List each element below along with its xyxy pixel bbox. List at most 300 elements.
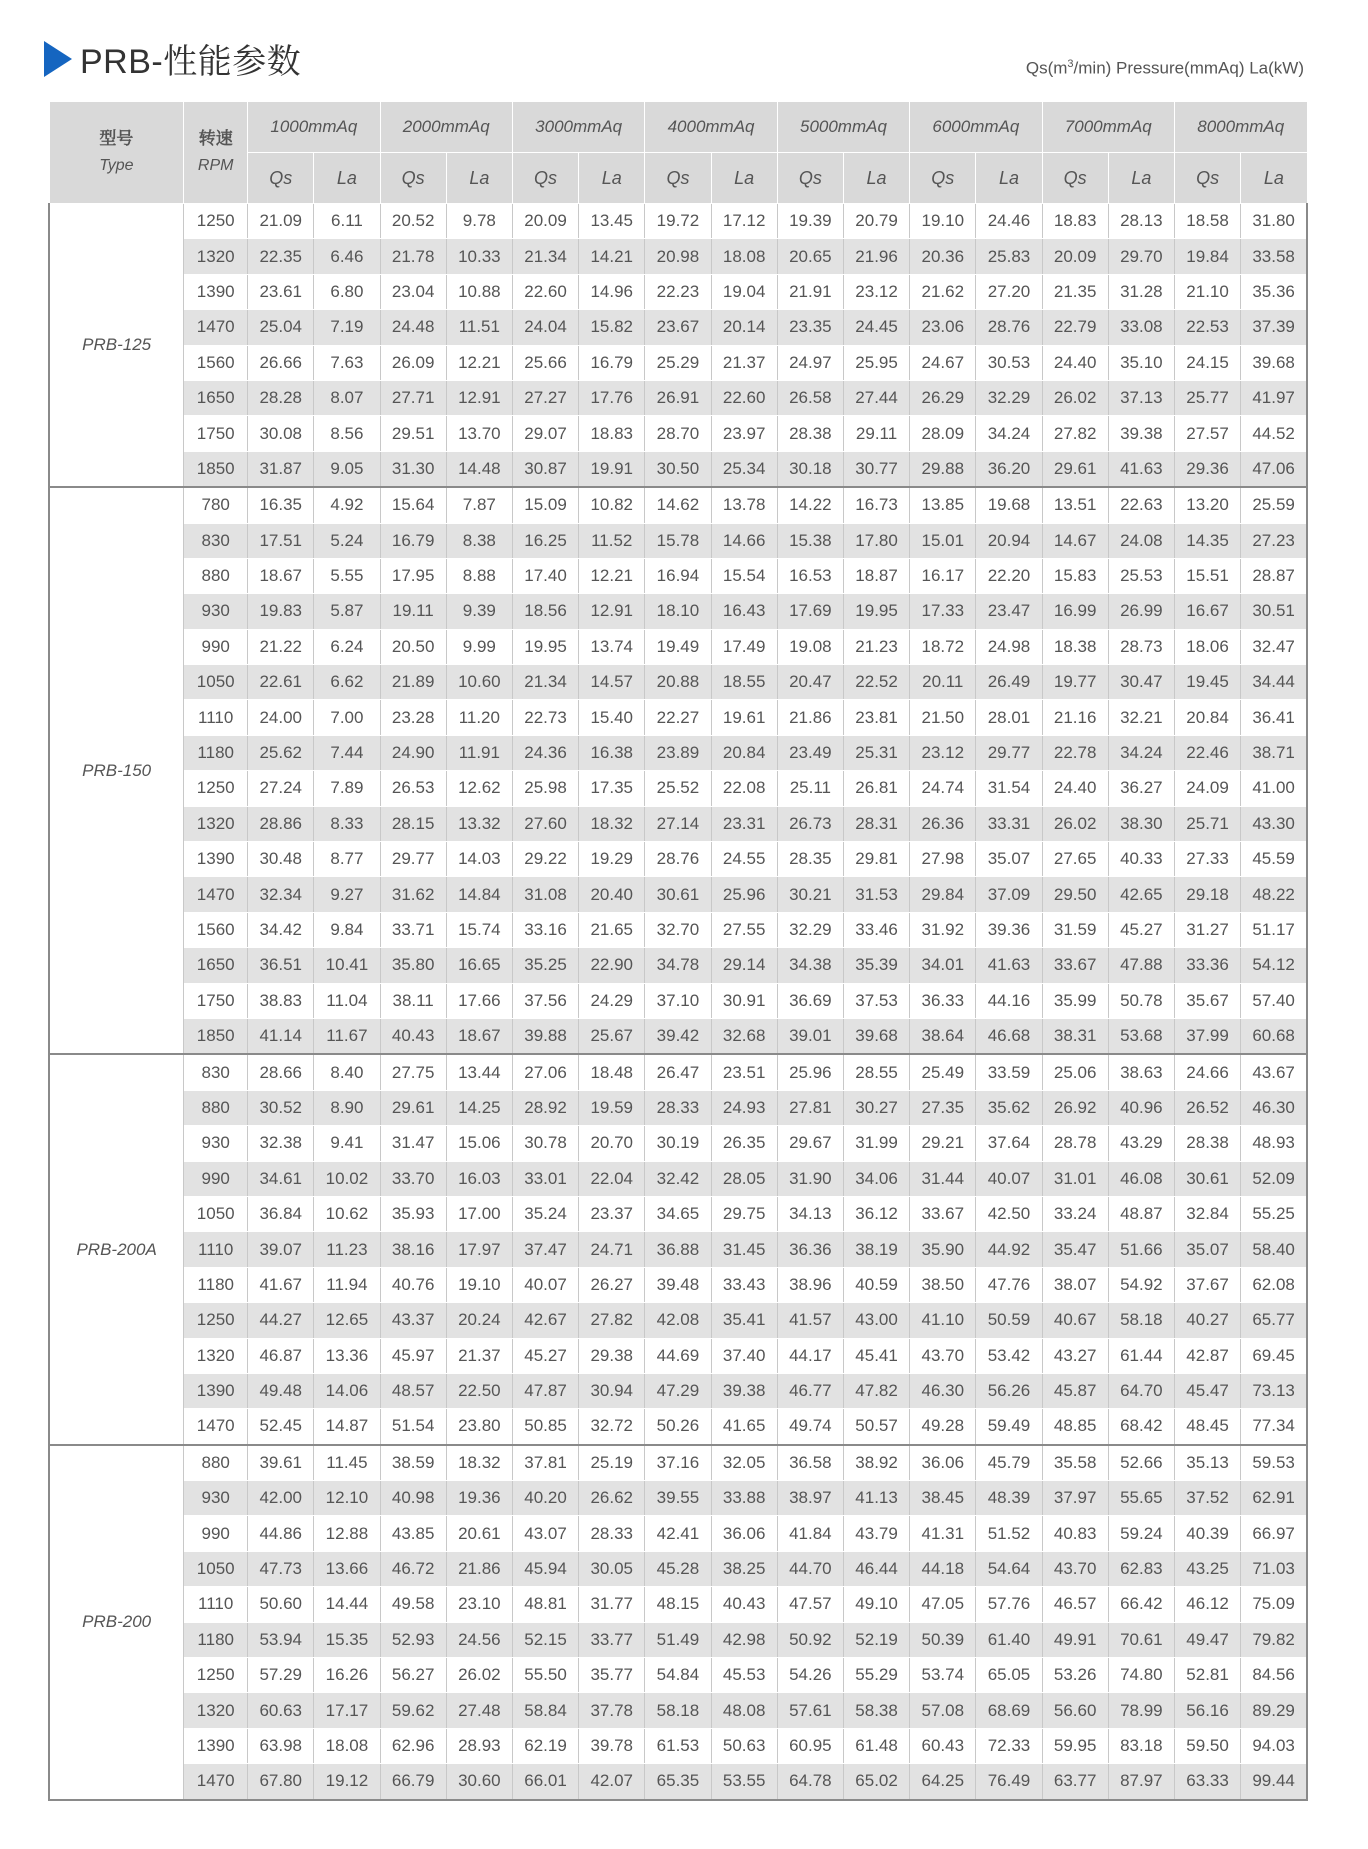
value-cell: 24.15 (1174, 345, 1240, 380)
value-cell: 26.02 (1042, 806, 1108, 841)
value-cell: 22.23 (645, 274, 711, 309)
value-cell: 35.62 (976, 1090, 1042, 1125)
value-cell: 36.12 (843, 1196, 909, 1231)
value-cell: 25.29 (645, 345, 711, 380)
rpm-cell: 880 (184, 1090, 248, 1125)
value-cell: 17.51 (248, 523, 314, 558)
value-cell: 23.97 (711, 416, 777, 451)
value-cell: 49.74 (777, 1409, 843, 1445)
value-cell: 21.78 (380, 239, 446, 274)
model-cell: PRB-150 (49, 487, 184, 1054)
value-cell: 27.27 (512, 380, 578, 415)
value-cell: 32.29 (976, 380, 1042, 415)
value-cell: 30.87 (512, 451, 578, 487)
value-cell: 20.70 (579, 1126, 645, 1161)
value-cell: 4.92 (314, 487, 380, 523)
value-cell: 61.53 (645, 1728, 711, 1763)
value-cell: 28.66 (248, 1054, 314, 1090)
value-cell: 28.76 (976, 310, 1042, 345)
value-cell: 25.71 (1174, 806, 1240, 841)
value-cell: 20.84 (1174, 700, 1240, 735)
value-cell: 20.61 (446, 1516, 512, 1551)
value-cell: 33.24 (1042, 1196, 1108, 1231)
value-cell: 55.50 (512, 1658, 578, 1693)
value-cell: 19.95 (843, 594, 909, 629)
value-cell: 39.42 (645, 1018, 711, 1054)
value-cell: 29.77 (976, 735, 1042, 770)
value-cell: 22.61 (248, 665, 314, 700)
value-cell: 56.16 (1174, 1693, 1240, 1728)
value-cell: 28.28 (248, 380, 314, 415)
value-cell: 48.45 (1174, 1409, 1240, 1445)
value-cell: 16.53 (777, 558, 843, 593)
value-cell: 34.44 (1241, 665, 1307, 700)
value-cell: 9.84 (314, 912, 380, 947)
value-cell: 25.67 (579, 1018, 645, 1054)
value-cell: 68.42 (1108, 1409, 1174, 1445)
value-cell: 35.24 (512, 1196, 578, 1231)
value-cell: 33.59 (976, 1054, 1042, 1090)
rpm-cell: 830 (184, 1054, 248, 1090)
value-cell: 89.29 (1241, 1693, 1307, 1728)
value-cell: 28.01 (976, 700, 1042, 735)
value-cell: 36.36 (777, 1232, 843, 1267)
value-cell: 38.92 (843, 1445, 909, 1481)
value-cell: 54.84 (645, 1658, 711, 1693)
header-pressure: 1000mmAq (248, 102, 380, 153)
value-cell: 62.08 (1241, 1267, 1307, 1302)
value-cell: 47.05 (910, 1587, 976, 1622)
value-cell: 29.18 (1174, 877, 1240, 912)
value-cell: 33.70 (380, 1161, 446, 1196)
value-cell: 24.74 (910, 771, 976, 806)
value-cell: 66.01 (512, 1764, 578, 1800)
value-cell: 46.57 (1042, 1587, 1108, 1622)
value-cell: 27.06 (512, 1054, 578, 1090)
value-cell: 38.63 (1108, 1054, 1174, 1090)
rpm-cell: 1320 (184, 239, 248, 274)
table-row (49, 274, 1307, 309)
value-cell: 31.08 (512, 877, 578, 912)
value-cell: 49.47 (1174, 1622, 1240, 1657)
value-cell: 36.33 (910, 983, 976, 1018)
rpm-cell: 930 (184, 1126, 248, 1161)
value-cell: 30.77 (843, 451, 909, 487)
header-qs: Qs (380, 153, 446, 204)
table-row (49, 1232, 1307, 1267)
value-cell: 46.68 (976, 1018, 1042, 1054)
value-cell: 23.49 (777, 735, 843, 770)
value-cell: 77.34 (1241, 1409, 1307, 1445)
header-pressure: 8000mmAq (1174, 102, 1307, 153)
table-row (49, 735, 1307, 770)
value-cell: 34.24 (1108, 735, 1174, 770)
value-cell: 25.95 (843, 345, 909, 380)
value-cell: 40.43 (380, 1018, 446, 1054)
value-cell: 29.38 (579, 1338, 645, 1373)
value-cell: 13.20 (1174, 487, 1240, 523)
value-cell: 15.74 (446, 912, 512, 947)
value-cell: 7.00 (314, 700, 380, 735)
value-cell: 38.45 (910, 1481, 976, 1516)
value-cell: 38.19 (843, 1232, 909, 1267)
value-cell: 16.25 (512, 523, 578, 558)
value-cell: 24.97 (777, 345, 843, 380)
value-cell: 29.70 (1108, 239, 1174, 274)
value-cell: 52.66 (1108, 1445, 1174, 1481)
value-cell: 14.66 (711, 523, 777, 558)
value-cell: 8.90 (314, 1090, 380, 1125)
value-cell: 9.27 (314, 877, 380, 912)
table-row (49, 1409, 1307, 1445)
value-cell: 6.80 (314, 274, 380, 309)
value-cell: 29.36 (1174, 451, 1240, 487)
value-cell: 19.10 (910, 204, 976, 239)
value-cell: 22.04 (579, 1161, 645, 1196)
value-cell: 37.16 (645, 1445, 711, 1481)
rpm-cell: 1110 (184, 700, 248, 735)
value-cell: 39.88 (512, 1018, 578, 1054)
value-cell: 58.18 (1108, 1303, 1174, 1338)
value-cell: 26.62 (579, 1481, 645, 1516)
value-cell: 32.21 (1108, 700, 1174, 735)
table-row (49, 380, 1307, 415)
value-cell: 13.66 (314, 1551, 380, 1586)
rpm-cell: 1750 (184, 416, 248, 451)
header-model (49, 102, 184, 204)
value-cell: 24.04 (512, 310, 578, 345)
value-cell: 57.76 (976, 1587, 1042, 1622)
value-cell: 39.61 (248, 1445, 314, 1481)
value-cell: 25.77 (1174, 380, 1240, 415)
value-cell: 16.43 (711, 594, 777, 629)
table-row (49, 1445, 1307, 1481)
value-cell: 30.61 (645, 877, 711, 912)
value-cell: 31.01 (1042, 1161, 1108, 1196)
value-cell: 37.52 (1174, 1481, 1240, 1516)
rpm-cell: 1390 (184, 1728, 248, 1763)
value-cell: 27.24 (248, 771, 314, 806)
value-cell: 62.91 (1241, 1481, 1307, 1516)
value-cell: 60.43 (910, 1728, 976, 1763)
rpm-cell: 1470 (184, 1409, 248, 1445)
value-cell: 62.83 (1108, 1551, 1174, 1586)
value-cell: 41.13 (843, 1481, 909, 1516)
value-cell: 22.60 (512, 274, 578, 309)
value-cell: 25.66 (512, 345, 578, 380)
value-cell: 20.47 (777, 665, 843, 700)
value-cell: 19.83 (248, 594, 314, 629)
value-cell: 69.45 (1241, 1338, 1307, 1373)
value-cell: 8.40 (314, 1054, 380, 1090)
value-cell: 23.37 (579, 1196, 645, 1231)
value-cell: 43.29 (1108, 1126, 1174, 1161)
value-cell: 6.11 (314, 204, 380, 239)
value-cell: 21.86 (446, 1551, 512, 1586)
rpm-cell: 830 (184, 523, 248, 558)
table-row (49, 1622, 1307, 1657)
value-cell: 11.91 (446, 735, 512, 770)
rpm-cell: 1470 (184, 877, 248, 912)
value-cell: 24.67 (910, 345, 976, 380)
value-cell: 43.27 (1042, 1338, 1108, 1373)
value-cell: 27.81 (777, 1090, 843, 1125)
value-cell: 25.53 (1108, 558, 1174, 593)
value-cell: 16.17 (910, 558, 976, 593)
value-cell: 15.40 (579, 700, 645, 735)
value-cell: 48.22 (1241, 877, 1307, 912)
value-cell: 36.41 (1241, 700, 1307, 735)
rpm-cell: 1650 (184, 948, 248, 983)
header-la: La (843, 153, 909, 204)
value-cell: 33.71 (380, 912, 446, 947)
rpm-cell: 1250 (184, 1303, 248, 1338)
table-row (49, 1054, 1307, 1090)
value-cell: 33.67 (1042, 948, 1108, 983)
value-cell: 28.92 (512, 1090, 578, 1125)
value-cell: 24.40 (1042, 771, 1108, 806)
value-cell: 32.70 (645, 912, 711, 947)
value-cell: 23.61 (248, 274, 314, 309)
value-cell: 33.01 (512, 1161, 578, 1196)
value-cell: 24.56 (446, 1622, 512, 1657)
value-cell: 24.48 (380, 310, 446, 345)
value-cell: 32.72 (579, 1409, 645, 1445)
value-cell: 35.67 (1174, 983, 1240, 1018)
rpm-cell: 1250 (184, 204, 248, 239)
value-cell: 30.91 (711, 983, 777, 1018)
value-cell: 31.47 (380, 1126, 446, 1161)
value-cell: 35.25 (512, 948, 578, 983)
header-la: La (1241, 153, 1307, 204)
value-cell: 53.26 (1042, 1658, 1108, 1693)
value-cell: 36.27 (1108, 771, 1174, 806)
value-cell: 52.19 (843, 1622, 909, 1657)
value-cell: 45.41 (843, 1338, 909, 1373)
value-cell: 16.26 (314, 1658, 380, 1693)
value-cell: 18.55 (711, 665, 777, 700)
value-cell: 38.11 (380, 983, 446, 1018)
value-cell: 64.78 (777, 1764, 843, 1800)
value-cell: 49.48 (248, 1373, 314, 1408)
value-cell: 48.81 (512, 1587, 578, 1622)
value-cell: 18.83 (579, 416, 645, 451)
units-legend (1026, 58, 1304, 79)
value-cell: 34.13 (777, 1196, 843, 1231)
value-cell: 67.80 (248, 1764, 314, 1800)
value-cell: 43.30 (1241, 806, 1307, 841)
value-cell: 20.36 (910, 239, 976, 274)
value-cell: 15.54 (711, 558, 777, 593)
rpm-cell: 1050 (184, 665, 248, 700)
value-cell: 35.13 (1174, 1445, 1240, 1481)
rpm-cell: 1650 (184, 380, 248, 415)
value-cell: 75.09 (1241, 1587, 1307, 1622)
value-cell: 16.99 (1042, 594, 1108, 629)
value-cell: 21.34 (512, 665, 578, 700)
value-cell: 22.50 (446, 1373, 512, 1408)
model-cell: PRB-200 (49, 1445, 184, 1800)
value-cell: 25.96 (711, 877, 777, 912)
value-cell: 47.73 (248, 1551, 314, 1586)
value-cell: 21.86 (777, 700, 843, 735)
value-cell: 8.38 (446, 523, 512, 558)
table-row (49, 1373, 1307, 1408)
value-cell: 28.13 (1108, 204, 1174, 239)
value-cell: 28.05 (711, 1161, 777, 1196)
value-cell: 25.19 (579, 1445, 645, 1481)
value-cell: 72.33 (976, 1728, 1042, 1763)
value-cell: 56.60 (1042, 1693, 1108, 1728)
value-cell: 23.67 (645, 310, 711, 345)
value-cell: 31.45 (711, 1232, 777, 1267)
value-cell: 59.50 (1174, 1728, 1240, 1763)
value-cell: 38.16 (380, 1232, 446, 1267)
value-cell: 11.23 (314, 1232, 380, 1267)
value-cell: 9.99 (446, 629, 512, 664)
value-cell: 44.86 (248, 1516, 314, 1551)
value-cell: 10.88 (446, 274, 512, 309)
value-cell: 41.14 (248, 1018, 314, 1054)
header-la: La (711, 153, 777, 204)
value-cell: 26.09 (380, 345, 446, 380)
value-cell: 21.91 (777, 274, 843, 309)
value-cell: 9.39 (446, 594, 512, 629)
value-cell: 26.92 (1042, 1090, 1108, 1125)
value-cell: 12.21 (446, 345, 512, 380)
value-cell: 17.97 (446, 1232, 512, 1267)
value-cell: 39.01 (777, 1018, 843, 1054)
value-cell: 45.53 (711, 1658, 777, 1693)
value-cell: 39.68 (1241, 345, 1307, 380)
value-cell: 27.57 (1174, 416, 1240, 451)
value-cell: 35.47 (1042, 1232, 1108, 1267)
value-cell: 31.77 (579, 1587, 645, 1622)
value-cell: 35.58 (1042, 1445, 1108, 1481)
header-qs: Qs (645, 153, 711, 204)
value-cell: 15.35 (314, 1622, 380, 1657)
value-cell: 53.94 (248, 1622, 314, 1657)
value-cell: 18.72 (910, 629, 976, 664)
value-cell: 37.13 (1108, 380, 1174, 415)
rpm-cell: 990 (184, 1516, 248, 1551)
value-cell: 38.97 (777, 1481, 843, 1516)
value-cell: 48.15 (645, 1587, 711, 1622)
value-cell: 7.19 (314, 310, 380, 345)
value-cell: 17.00 (446, 1196, 512, 1231)
value-cell: 24.29 (579, 983, 645, 1018)
value-cell: 22.73 (512, 700, 578, 735)
value-cell: 22.79 (1042, 310, 1108, 345)
value-cell: 41.63 (1108, 451, 1174, 487)
value-cell: 24.90 (380, 735, 446, 770)
value-cell: 54.92 (1108, 1267, 1174, 1302)
value-cell: 35.07 (976, 842, 1042, 877)
value-cell: 44.52 (1241, 416, 1307, 451)
value-cell: 60.63 (248, 1693, 314, 1728)
value-cell: 59.95 (1042, 1728, 1108, 1763)
value-cell: 23.06 (910, 310, 976, 345)
value-cell: 61.44 (1108, 1338, 1174, 1373)
header-pressure: 6000mmAq (910, 102, 1042, 153)
value-cell: 62.19 (512, 1728, 578, 1763)
value-cell: 26.27 (579, 1267, 645, 1302)
value-cell: 11.45 (314, 1445, 380, 1481)
value-cell: 8.88 (446, 558, 512, 593)
value-cell: 15.64 (380, 487, 446, 523)
value-cell: 32.34 (248, 877, 314, 912)
value-cell: 17.35 (579, 771, 645, 806)
header-la: La (976, 153, 1042, 204)
value-cell: 47.87 (512, 1373, 578, 1408)
value-cell: 46.72 (380, 1551, 446, 1586)
value-cell: 23.51 (711, 1054, 777, 1090)
value-cell: 46.30 (910, 1373, 976, 1408)
value-cell: 60.95 (777, 1728, 843, 1763)
value-cell: 83.18 (1108, 1728, 1174, 1763)
value-cell: 13.45 (579, 204, 645, 239)
value-cell: 21.16 (1042, 700, 1108, 735)
value-cell: 25.04 (248, 310, 314, 345)
value-cell: 18.08 (314, 1728, 380, 1763)
value-cell: 30.94 (579, 1373, 645, 1408)
value-cell: 18.48 (579, 1054, 645, 1090)
value-cell: 10.62 (314, 1196, 380, 1231)
value-cell: 19.11 (380, 594, 446, 629)
value-cell: 35.99 (1042, 983, 1108, 1018)
value-cell: 51.52 (976, 1516, 1042, 1551)
value-cell: 46.12 (1174, 1587, 1240, 1622)
value-cell: 42.98 (711, 1622, 777, 1657)
value-cell: 18.10 (645, 594, 711, 629)
value-cell: 22.08 (711, 771, 777, 806)
value-cell: 19.72 (645, 204, 711, 239)
value-cell: 21.10 (1174, 274, 1240, 309)
value-cell: 26.29 (910, 380, 976, 415)
value-cell: 20.65 (777, 239, 843, 274)
value-cell: 23.81 (843, 700, 909, 735)
table-row (49, 310, 1307, 345)
table-row (49, 983, 1307, 1018)
value-cell: 54.64 (976, 1551, 1042, 1586)
value-cell: 15.06 (446, 1126, 512, 1161)
value-cell: 39.38 (711, 1373, 777, 1408)
value-cell: 24.40 (1042, 345, 1108, 380)
value-cell: 26.53 (380, 771, 446, 806)
value-cell: 31.87 (248, 451, 314, 487)
value-cell: 51.17 (1241, 912, 1307, 947)
value-cell: 25.06 (1042, 1054, 1108, 1090)
value-cell: 35.77 (579, 1658, 645, 1693)
value-cell: 21.37 (711, 345, 777, 380)
value-cell: 10.33 (446, 239, 512, 274)
value-cell: 43.79 (843, 1516, 909, 1551)
value-cell: 20.94 (976, 523, 1042, 558)
value-cell: 39.07 (248, 1232, 314, 1267)
header-pressure: 5000mmAq (777, 102, 909, 153)
value-cell: 74.80 (1108, 1658, 1174, 1693)
table-row (49, 558, 1307, 593)
value-cell: 14.87 (314, 1409, 380, 1445)
value-cell: 40.07 (976, 1161, 1042, 1196)
value-cell: 42.00 (248, 1481, 314, 1516)
units-suffix: /min) Pressure(mmAq) La(kW) (1073, 58, 1304, 78)
rpm-cell: 1110 (184, 1232, 248, 1267)
value-cell: 53.55 (711, 1764, 777, 1800)
value-cell: 44.27 (248, 1303, 314, 1338)
value-cell: 40.07 (512, 1267, 578, 1302)
table-row (49, 1764, 1307, 1800)
